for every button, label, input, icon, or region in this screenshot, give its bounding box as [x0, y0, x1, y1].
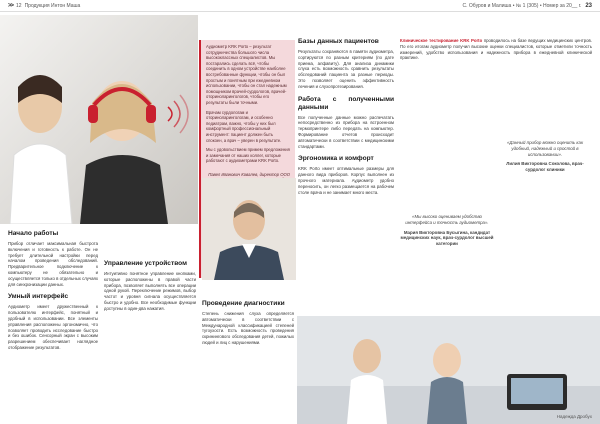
header-left-title: Продукция Интон Маша — [24, 3, 81, 9]
section-text-work: Все полученные данные можно распечатать непосредственно из прибора на встроенном термопринтере либо передать на компьютер. Формирование отчетов происходит автоматически в соответствии с медицинскими стандартами. — [298, 114, 394, 149]
column-5 — [400, 38, 592, 64]
header-right — [463, 3, 592, 9]
clinical-test-highlight: Клиническое тестирование KRK Porto — [400, 38, 483, 43]
consultation-illustration — [297, 316, 600, 424]
section-title-control: Управление устройством — [104, 260, 187, 267]
quote-box-paragraph-2: Врачам сурдологам и оториноларингологам, и особенно педиатрам, важно, чтобы у них был комфортный профессиональный инструмент: пациент должен быть спокоен, а врач – уверен в результате. — [206, 109, 282, 143]
quote-1-text: «Данный прибор можно оценить как удобный, надежный и простой в использовании». — [506, 140, 584, 157]
column-4 — [298, 38, 394, 198]
quote-2-text: «Мы высоко оцениваем удобство интерфейса и точность аудиометра». — [405, 214, 489, 225]
quote-box-paragraph-1: Аудиометр KRK Porto – результат сотрудничества большого числа высококлассных специалистов. Мы постарались сделать всё, чтобы соединить в одном устройстве наиболее востребованные функции, чтобы он был простым и понятным при ежедневном использовании, чтобы он стал надежным помощником врачей-сурдологов, врачей-оториноларингологов, чтобы его результаты были точными. — [206, 44, 287, 105]
header-left-page: 12 — [16, 3, 22, 9]
column-2 — [104, 260, 196, 315]
quote-box-paragraph-3: Мы с удовольствием примем предложения и замечания от наших коллег, которые работают с аудиометрами KRK Porto. — [206, 147, 290, 164]
section-text-start: Прибор отличает максимальная быстрота включения и готовность к работе. Он не требует длительной настройки перед началом проведения обследований. Предварительное подключение к компьютеру не обязательно и осуществляется только в отдельных случаях для синхронизации данных. — [8, 241, 98, 287]
header-arrows: >> — [8, 3, 14, 9]
section-text-diag: Степень снижения слуха определяется автоматически в соответствии с Международной классификацией степеней тугоухости. Есть возможность проведения скринингового обследования детей, пожилых людей и лиц с нарушениями. — [202, 311, 294, 345]
quote-2 — [400, 214, 494, 247]
section-text-ui: Аудиометр имеет дружественный к пользователю интерфейс, понятный и удобный в использовании. Все элементы управления расположены эргономично, что позволяет проводить исследование быстро и без ошибок. Сенсорный экран с высоким разрешением обеспечивает наглядное отображение результатов. — [8, 304, 98, 350]
column-1 — [8, 230, 98, 354]
clinical-test-text: проводилось на базе ведущих медицинских центров. По его итогам аудиометр получил высокие оценки специалистов, которые отметили точность измерений, удобство использования и надежность прибора в ежедневной клинической практике. — [400, 38, 592, 61]
article-author: Надежда Дробух — [556, 414, 592, 419]
doctor-portrait-illustration — [202, 178, 296, 280]
section-title-ui: Умный интерфейс — [8, 293, 69, 301]
section-title-start: Начало работы — [8, 230, 59, 237]
hero-photo — [0, 15, 198, 224]
header-left — [8, 3, 80, 9]
quote-1 — [498, 140, 592, 173]
section-text-db: Результаты сохраняются в памяти аудиометра, сортируются по разным критериям (по дате приема, алфавиту). Для анализа динамики слуха есть возможность сравнить результаты обследований пациента за разные периоды. Это позволяет оценить эффективность лечения и слухопротезирования. — [298, 49, 394, 89]
section-text-control: Интуитивно понятное управление кнопками, которые расположены в правой части прибора, позволяет выполнять все операции одной рукой. Переключение режимов, выбор частот и уровня сигнала осуществляется быстро и удобно. Все необходимые функции доступны в один-два нажатия. — [104, 271, 196, 311]
quote-2-signature: Мария Викторовна Бусыгина, кандидат медицинских наук, врач-сурдолог высшей категории — [400, 229, 494, 247]
page-header — [0, 0, 600, 12]
quote-1-signature: Лилия Викторовна Соколова, врач-сурдолог клиники — [506, 161, 584, 173]
doctor-portrait-photo — [202, 178, 296, 280]
section-title-work: Работа с полученными данными — [298, 95, 394, 111]
section-text-ergo: KRK Porto имеет оптимальные размеры для данного вида приборов. Корпус выполнен из прочного материала. Аудиометр удобно переносить, он легко размещается на рабочем столе врача и не занимает много места. — [298, 166, 394, 195]
section-title-db: Базы данных пациентов — [298, 38, 379, 45]
column-3 — [202, 300, 294, 349]
quote-box-signature: Павел Иванович Ковалев, директор ООО — [208, 171, 290, 177]
hero-photo-illustration — [0, 15, 198, 224]
consultation-photo — [297, 316, 600, 424]
header-right-page: 23 — [585, 3, 592, 9]
section-title-ergo: Эргономика и комфорт — [298, 155, 374, 163]
section-title-diag: Проведение диагностики — [202, 300, 285, 307]
header-right-title: С. Обуров и Малиша • № 1 (305) • Номер за 20__ г. — [462, 3, 582, 9]
